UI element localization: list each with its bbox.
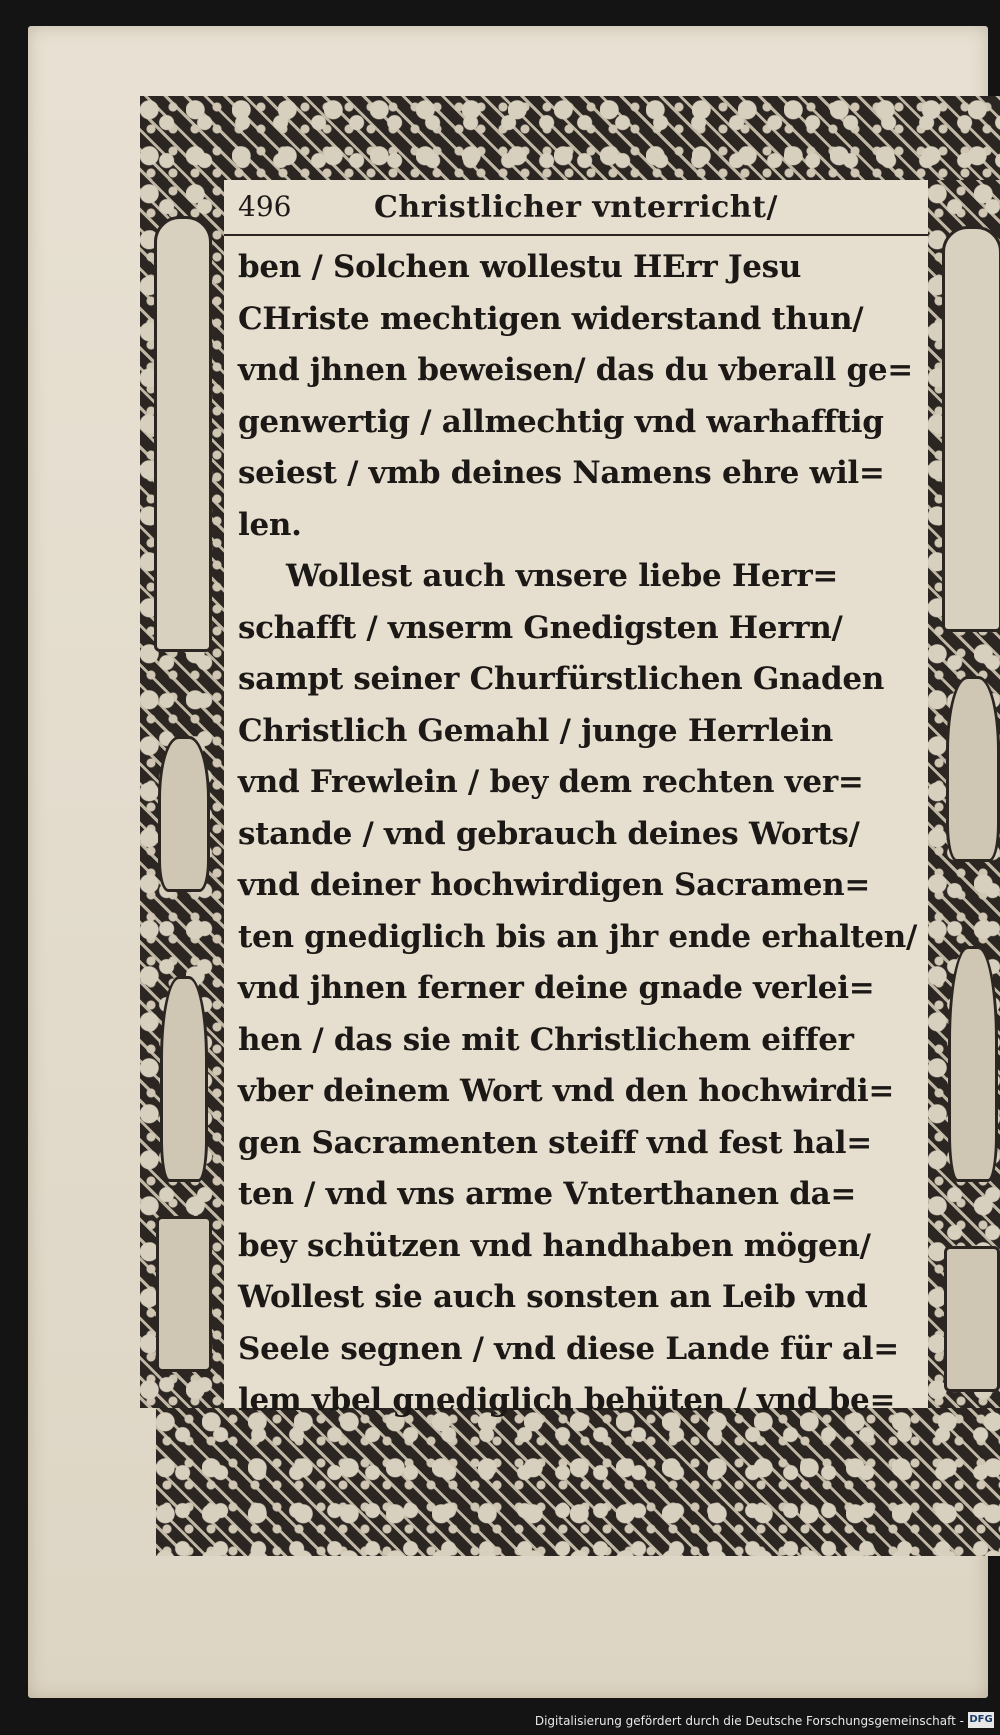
- running-head: [224, 180, 928, 236]
- text-line: gen Sacramenten steiff vnd fest hal=: [238, 1124, 872, 1161]
- text-block: [224, 180, 928, 1418]
- text-line: vnd deiner hochwirdigen Sacramen=: [238, 867, 871, 903]
- digitization-credit: Digitalisierung gefördert durch die Deutsche Forschungsgemeinschaft -: [534, 1714, 964, 1728]
- vase-ornament-icon: [160, 976, 208, 1182]
- woodcut-border-frame: [140, 96, 1000, 1556]
- saint-figure-left-icon: [154, 216, 212, 652]
- text-line: sampt seiner Churfürstlichen Gnaden: [238, 661, 885, 697]
- dfg-logo: DFG: [968, 1712, 994, 1728]
- scroll-ornament-icon: [156, 1216, 212, 1372]
- text-line: Seele segnen / vnd diese Lande für al=: [238, 1330, 899, 1367]
- text-line: lem vbel gnediglich behüten / vnd be=: [238, 1382, 896, 1418]
- text-line: vber deinem Wort vnd den hochwirdi=: [238, 1073, 895, 1109]
- ornament-border-bottom: [156, 1408, 1000, 1556]
- vase-ornament-icon: [948, 946, 998, 1182]
- text-line: stande / vnd gebrauch deines Worts/: [238, 815, 860, 852]
- text-line: vnd Frewlein / bey dem rechten ver=: [238, 764, 864, 800]
- text-line: vnd jhnen beweisen/ das du vberall ge=: [238, 352, 913, 388]
- text-line: len.: [238, 506, 302, 543]
- body-text: [238, 242, 928, 1427]
- text-line: schafft / vnserm Gnedigsten Herrn/: [238, 609, 843, 646]
- ornament-border-top: [140, 96, 1000, 180]
- page-number: 496: [238, 190, 292, 223]
- text-line: ben / Solchen wollestu HErr Jesu: [238, 249, 802, 285]
- text-line: CHriste mechtigen widerstand thun/: [238, 300, 864, 337]
- text-line: Christlich Gemahl / junge Herrlein: [238, 712, 833, 749]
- text-line: bey schützen vnd handhaben mögen/: [238, 1227, 871, 1264]
- text-line: Wollest sie auch sonsten an Leib vnd: [238, 1279, 868, 1315]
- running-head-title: Christlicher vnterricht/: [374, 190, 778, 225]
- saint-figure-right-icon: [942, 226, 1000, 632]
- scroll-ornament-icon: [944, 1246, 1000, 1392]
- text-line: ten gnediglich bis an jhr ende erhalten/: [238, 918, 918, 955]
- text-line: vnd jhnen ferner deine gnade verlei=: [238, 970, 875, 1006]
- book-page: [28, 26, 988, 1698]
- text-line: seiest / vmb deines Namens ehre wil=: [238, 455, 885, 491]
- vase-ornament-icon: [158, 736, 210, 892]
- text-line: hen / das sie mit Christlichem eiffer: [238, 1021, 854, 1058]
- text-line: genwertig / allmechtig vnd warhafftig: [238, 403, 884, 440]
- vase-ornament-icon: [946, 676, 1000, 862]
- text-line: ten / vnd vns arme Vnterthanen da=: [238, 1176, 857, 1212]
- text-line: Wollest auch vnsere liebe Herr=: [286, 558, 839, 594]
